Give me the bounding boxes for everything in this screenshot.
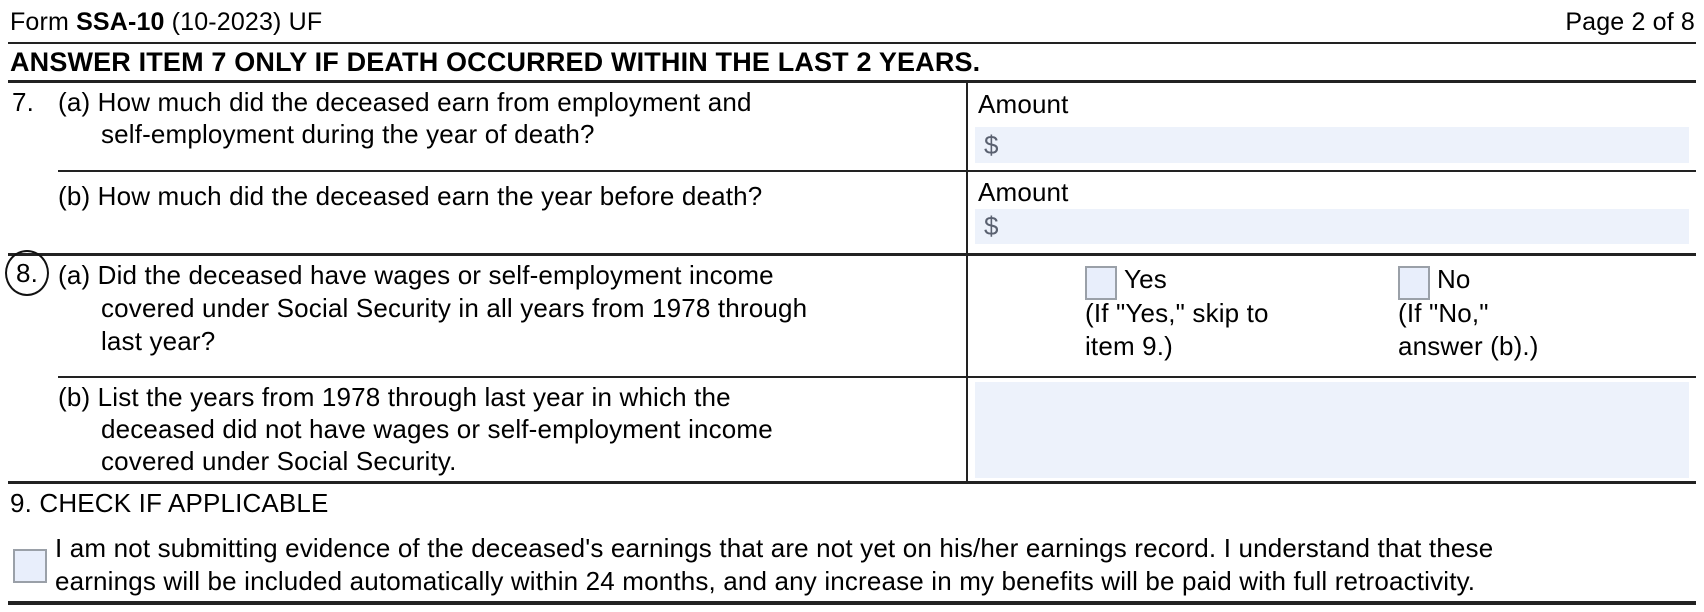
dollar-sign-7b: $ <box>984 211 999 241</box>
amount-label-7a: Amount <box>978 89 1069 119</box>
amount-label-7b: Amount <box>978 177 1069 207</box>
row-7-8-divider <box>8 253 1696 256</box>
row-8a-8b-divider <box>58 376 1696 378</box>
amount-input-7a[interactable] <box>999 127 1689 163</box>
yes-hint-8a: (If "Yes," skip to item 9.) <box>1085 298 1269 361</box>
item7-number: 7. <box>12 87 35 117</box>
row-7a-7b-divider <box>58 170 1696 172</box>
form-number: SSA-10 <box>76 8 165 36</box>
table-top-line <box>8 80 1696 83</box>
question-7b: (b) How much did the deceased earn the year before death? <box>58 181 763 211</box>
form-title-suffix: (10-2023) UF <box>164 8 323 36</box>
yes-checkbox-8a[interactable] <box>1085 266 1117 300</box>
years-input-8b[interactable] <box>975 382 1689 478</box>
item9-checkbox[interactable] <box>13 549 47 583</box>
item9-heading: 9. CHECK IF APPLICABLE <box>10 488 329 518</box>
section-banner: ANSWER ITEM 7 ONLY IF DEATH OCCURRED WITHIN THE LAST 2 YEARS. <box>10 47 981 77</box>
table-bottom-line <box>8 481 1696 484</box>
dollar-sign-7a: $ <box>984 129 999 160</box>
amount-field-7a[interactable] <box>975 127 1689 163</box>
no-label-8a: No <box>1437 264 1471 294</box>
header-divider-line <box>8 42 1696 44</box>
item8-number-circle-annotation <box>5 250 49 296</box>
question-8b: (b) List the years from 1978 through last year in which the deceased did not have wages or self-employment income covered under Social Security. <box>58 382 773 476</box>
amount-input-7b[interactable] <box>999 209 1689 244</box>
item9-statement: I am not submitting evidence of the deceased's earnings that are not yet on his/her earnings record. I understand that these earnings will be included automatically within 24 months, and any increase in my benefits will be paid with full retroactivity. <box>55 533 1494 596</box>
amount-field-7b[interactable] <box>975 209 1689 244</box>
form-title <box>10 7 322 37</box>
question-7a: (a) How much did the deceased earn from employment and self-employment during the year of death? <box>58 87 752 149</box>
question-8a: (a) Did the deceased have wages or self-employment income covered under Social Security in all years from 1978 through last year? <box>58 260 808 356</box>
no-hint-8a: (If "No," answer (b).) <box>1398 298 1539 361</box>
column-divider-line <box>966 80 968 481</box>
yes-label-8a: Yes <box>1124 264 1167 294</box>
no-checkbox-8a[interactable] <box>1398 266 1430 300</box>
years-field-8b[interactable] <box>975 382 1689 478</box>
item8-number: 8. <box>15 257 38 288</box>
page-indicator: Page 2 of 8 <box>1565 8 1695 36</box>
page-bottom-line <box>8 601 1696 605</box>
form-title-prefix: Form <box>10 8 77 36</box>
